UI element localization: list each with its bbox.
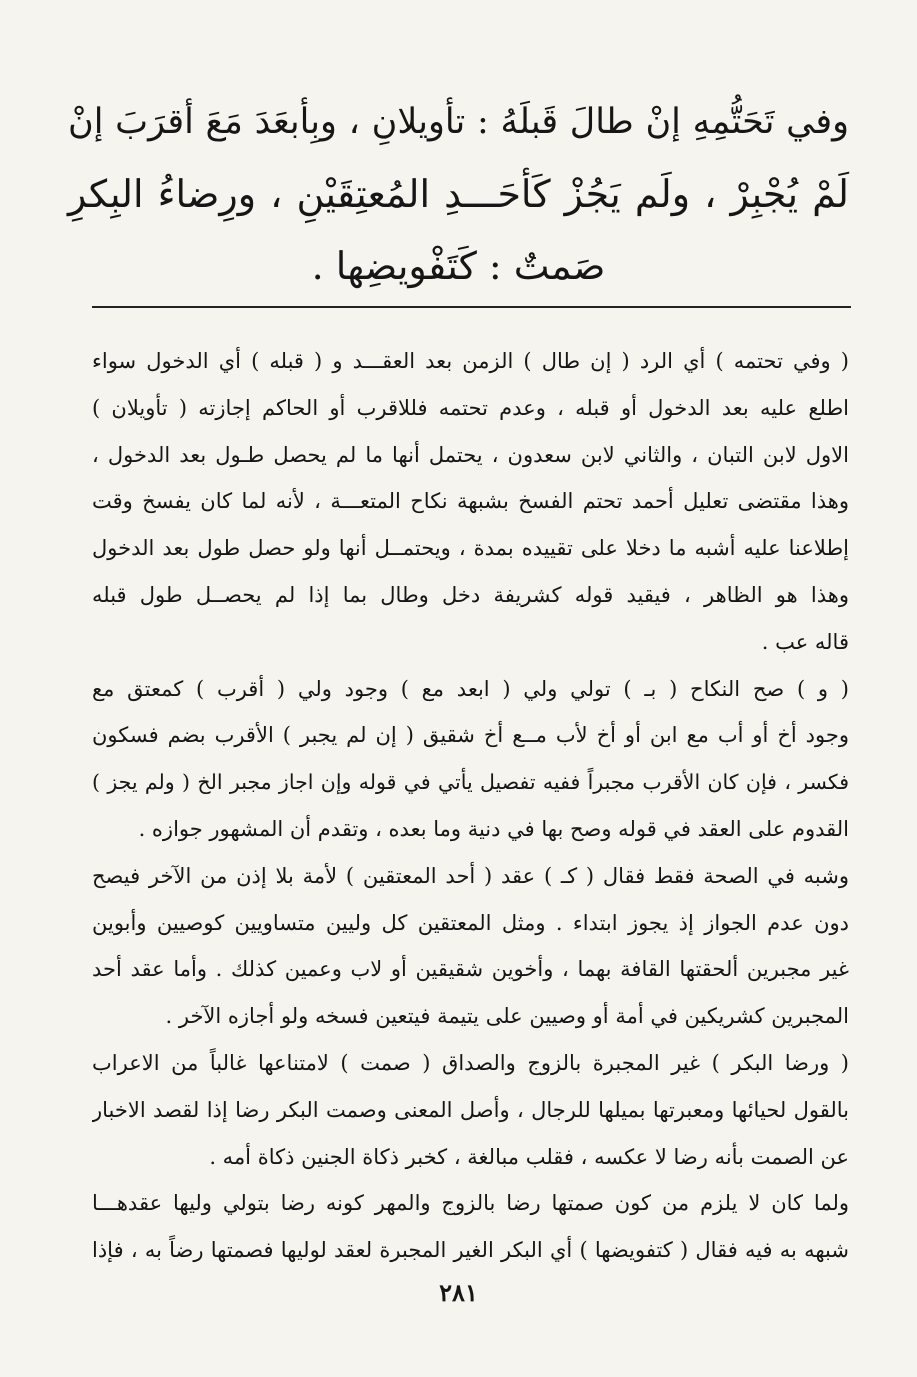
commentary-line: المجبرين كشريكين في أمة أو وصيين على يتيمة فيتعين فسخه ولو أجازه الآخر . — [165, 1004, 849, 1029]
commentary-line: دون عدم الجواز إذ يجوز ابتداء . ومثل المعتقين كل وليين متساويين كوصيين وأبوين — [92, 910, 849, 935]
commentary-line: الاول لابن التبان ، والثاني لابن سعدون ، يحتمل أنها ما لم يحصل طـول بعد الدخول ، — [92, 442, 849, 467]
commentary-line: فكسر ، فإن كان الأقرب مجبراً ففيه تفصيل يأتي في قوله وإن اجاز مجبر الخ ( ولم يجز ) — [92, 770, 849, 795]
commentary-line: ( ورضا البكر ) غير المجبرة بالزوج والصداق ( صمت ) لامتناعها غالباً من الاعراب — [92, 1050, 849, 1075]
main-text-block — [60, 86, 857, 302]
main-text-line: صَمتٌ : كَتَفْويضِها . — [311, 244, 606, 288]
main-text-line: لَمْ يُجْبِرْ ، ولَم يَجُزْ كَأحَـــدِ المُعتِقَيْنِ ، ورِضاءُ البِكرِ — [68, 172, 849, 216]
commentary-line: إطلاعنا عليه أشبه ما دخلا على تقييده بمدة ، ويحتمــل أنها ولو حصل طول بعد الدخول — [92, 536, 849, 561]
commentary-line: قاله عب . — [761, 629, 849, 654]
separator-rule — [92, 306, 851, 308]
commentary-line: عن الصمت بأنه رضا لا عكسه ، فقلب مبالغة ، كخبر ذكاة الجنين ذكاة أمه . — [209, 1144, 849, 1169]
commentary-line: شبهه به فيه فقال ( كتفويضها ) أي البكر الغير المجبرة لعقد لوليها فصمتها رضاً به ، فإذا — [92, 1238, 849, 1263]
commentary-line: ولما كان لا يلزم من كون صمتها رضا بالزوج والمهر كونه رضا بتولي وليها عقدهـــا — [92, 1191, 849, 1216]
main-text-line: وفي تَحَتُّمِهِ إنْ طالَ قَبلَهُ : تأويلانِ ، وبِأبعَدَ مَعَ أقرَبَ إنْ — [68, 102, 849, 142]
commentary-line: اطلع عليه بعد الدخول أو قبله ، وعدم تحتمه فللاقرب أو الحاكم إجازته ( تأويلان ) — [92, 395, 849, 420]
page-number: ٢٨١ — [439, 1278, 478, 1307]
commentary-line: بالقول لحيائها ومعبرتها بميلها للرجال ، وأصل المعنى وصمت البكر رضا إذا لقصد الاخبار — [92, 1097, 849, 1122]
commentary-line: القدوم على العقد في قوله وصح بها في دنية وما بعده ، وتقدم أن المشهور جوازه . — [138, 816, 849, 841]
commentary-block — [92, 338, 849, 1274]
commentary-line: وجود أخ أو أب مع ابن أو أخ لأب مــع أخ شقيق ( إن لم يجبر ) الأقرب بضم فسكون — [92, 723, 849, 748]
commentary-line: ( و ) صح النكاح ( بـ ) تولي ولي ( ابعد مع ) وجود ولي ( أقرب ) كمعتق مع — [92, 676, 849, 701]
commentary-line: ( وفي تحتمه ) أي الرد ( إن طال ) الزمن بعد العقـــد و ( قبله ) أي الدخول سواء — [92, 349, 849, 373]
commentary-line: غير مجبرين ألحقتها القافة بهما ، وأخوين شقيقين أو لاب وعمين كذلك . وأما عقد أحد — [92, 957, 849, 982]
commentary-line: وهذا مقتضى تعليل أحمد تحتم الفسخ بشبهة نكاح المتعـــة ، لأنه لما كان يفسخ وقت — [92, 489, 849, 514]
commentary-line: وشبه في الصحة فقط فقال ( كـ ) عقد ( أحد المعتقين ) لأمة بلا إذن من الآخر فيصح — [92, 863, 849, 888]
commentary-line: وهذا هو الظاهر ، فيقيد قوله كشريفة دخل وطال بما إذا لم يحصــل طول قبله — [92, 582, 849, 607]
